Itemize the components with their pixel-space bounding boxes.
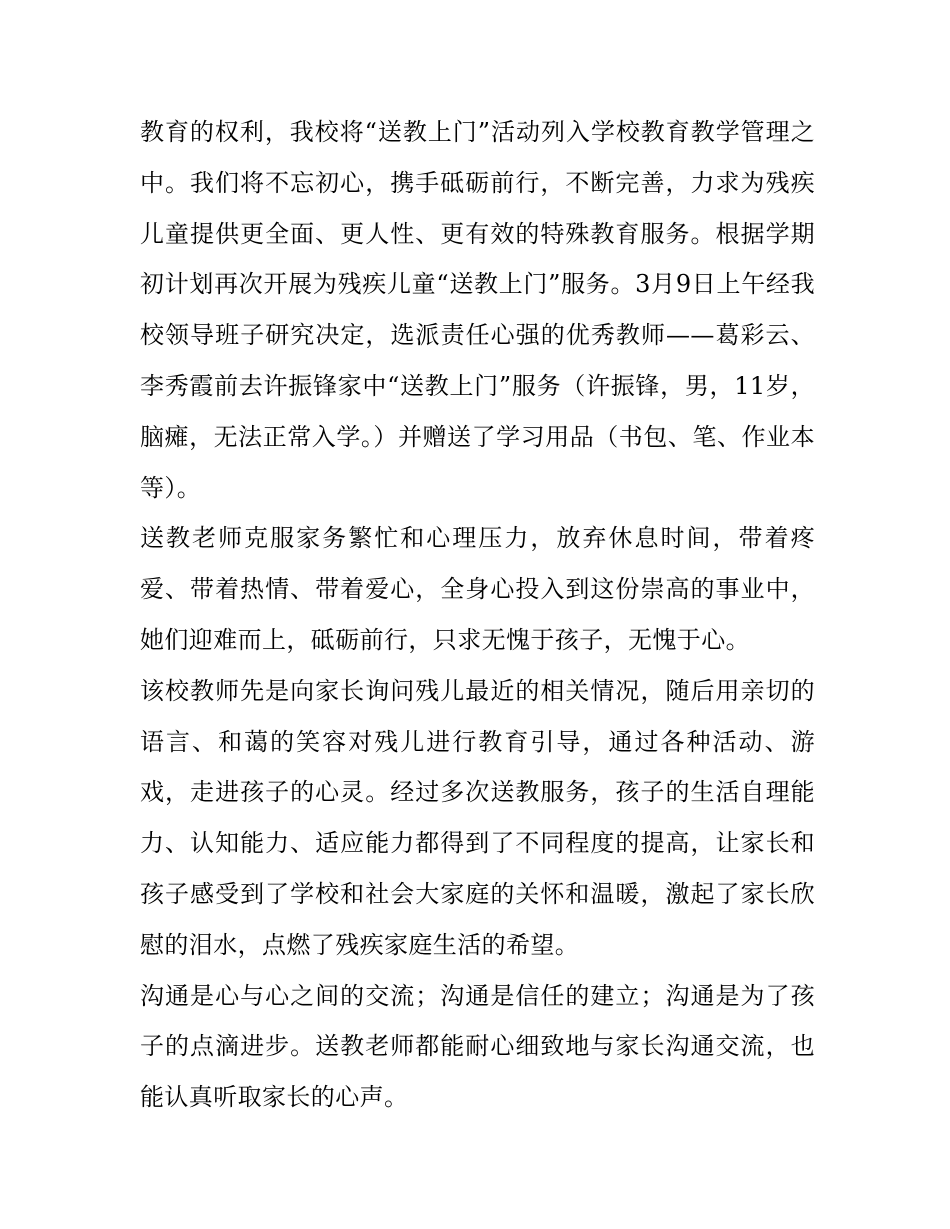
paragraph-2: 送教老师克服家务繁忙和心理压力，放弃休息时间，带着疼爱、带着热情、带着爱心，全身心投入到这份崇高的事业中，她们迎难而上，砥砺前行，只求无愧于孩子，无愧于心。 — [140, 524, 815, 654]
document-body — [140, 107, 815, 1123]
paragraph-1: 教育的权利，我校将“送教上门”活动列入学校教育教学管理之中。我们将不忘初心，携手砥砺前行，不断完善，力求为残疾儿童提供更全面、更人性、更有效的特殊教育服务。根据学期初计划再次开展为残疾儿童“送教上门”服务。3月9日上午经我校领导班子研究决定，选派责任心强的优秀教师——葛彩云、李秀霞前去许振锋家中“送教上门”服务（许振锋，男，11岁，脑瘫，无法正常入学。）并赠送了学习用品（书包、笔、作业本等）。 — [140, 118, 815, 502]
paragraph-3: 该校教师先是向家长询问残儿最近的相关情况，随后用亲切的语言、和蔼的笑容对残儿进行教育引导，通过各种活动、游戏，走进孩子的心灵。经过多次送教服务，孩子的生活自理能力、认知能力、适应能力都得到了不同程度的提高，让家长和孩子感受到了学校和社会大家庭的关怀和温暖，激起了家长欣慰的泪水，点燃了残疾家庭生活的希望。 — [140, 676, 815, 959]
paragraph-4: 沟通是心与心之间的交流；沟通是信任的建立；沟通是为了孩子的点滴进步。送教老师都能耐心细致地与家长沟通交流，也能认真听取家长的心声。 — [140, 981, 815, 1112]
